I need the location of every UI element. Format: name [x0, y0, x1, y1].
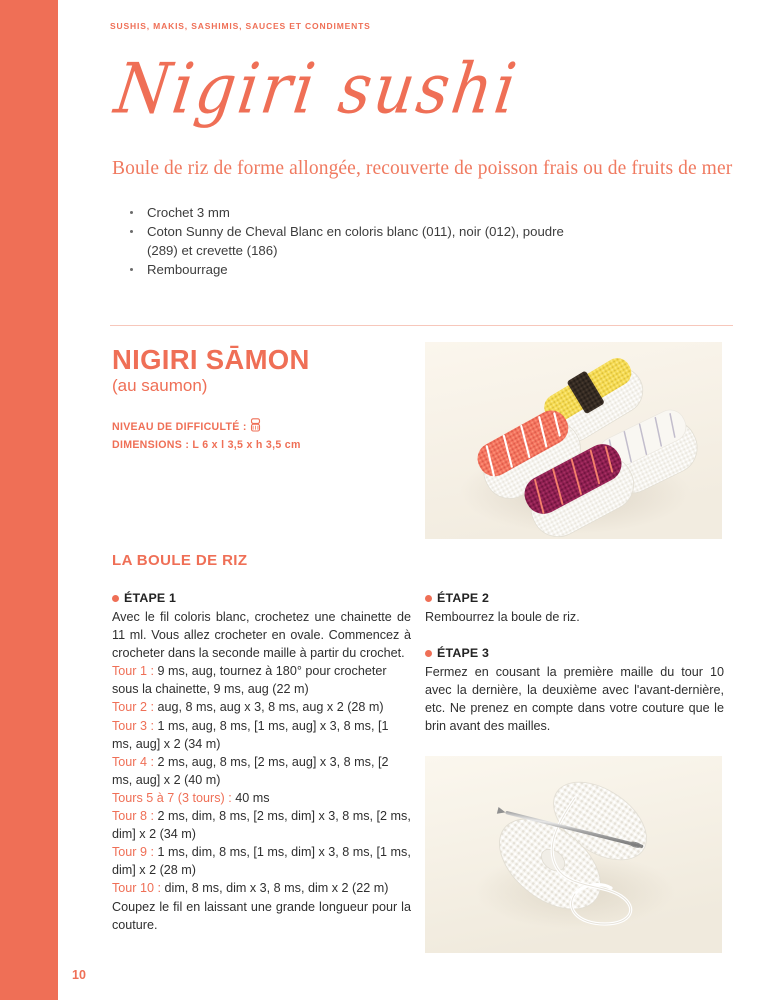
dimensions-label: DIMENSIONS :: [112, 439, 190, 451]
recipe-meta: [112, 417, 301, 454]
steps-right-column: [425, 591, 724, 735]
list-item: [124, 260, 564, 279]
tour-row: [112, 843, 411, 879]
tour-label: Tour 10 :: [112, 881, 162, 896]
recipe-title: NIGIRI SĀMON: [112, 344, 310, 375]
tour-row: [112, 789, 411, 807]
crocheted-nigiri-sushi-set-photo: [425, 342, 722, 539]
step-3-heading: [425, 646, 724, 660]
dimensions-value: L 6 x l 3,5 x h 3,5 cm: [192, 439, 301, 451]
step-2-text: Rembourrez la boule de riz.: [425, 610, 580, 624]
step-2-heading: [425, 591, 724, 605]
tour-text: 1 ms, dim, 8 ms, [1 ms, dim] x 3, 8 ms, [1 ms, dim] x 2 (28 m): [112, 845, 411, 878]
tour-text: 40 ms: [231, 790, 270, 805]
page-number: 10: [72, 968, 86, 982]
page-content: [110, 0, 735, 1000]
dimensions-row: [112, 437, 301, 454]
tour-text: dim, 8 ms, dim x 3, 8 ms, dim x 2 (22 m): [161, 881, 389, 896]
nigiri-difficulty-icon: [250, 418, 261, 438]
tour-label: Tour 2 :: [112, 700, 154, 715]
step-1-heading: [112, 591, 411, 605]
tour-row: [112, 807, 411, 843]
tour-row: [112, 698, 411, 716]
list-item: [124, 203, 564, 222]
list-item: [124, 222, 564, 260]
material-label: Crochet 3 mm: [147, 205, 230, 220]
tour-row: [112, 717, 411, 753]
bullet-dot-icon: [130, 211, 133, 214]
material-label: Rembourrage: [147, 262, 228, 277]
bullet-dot-icon: [130, 268, 133, 271]
steps-left-column: [112, 591, 411, 934]
tour-label: Tour 9 :: [112, 845, 154, 860]
tour-label: Tour 3 :: [112, 718, 154, 733]
step-bullet-icon: [425, 650, 432, 657]
step-2-label: ÉTAPE 2: [437, 591, 490, 605]
tour-label: Tour 8 :: [112, 809, 154, 824]
step-3-text: Fermez en cousant la première maille du tour 10 avec la dernière, la deuxième avec l'avant-dernière, etc. Ne prenez en compte dans votre couture que le brin avant des mailles.: [425, 665, 724, 734]
section-divider: [110, 325, 733, 326]
tour-text: 2 ms, dim, 8 ms, [2 ms, dim] x 3, 8 ms, [2 ms, dim] x 2 (34 m): [112, 809, 411, 842]
tour-text: aug, 8 ms, aug x 3, 8 ms, aug x 2 (28 m): [154, 700, 384, 715]
tour-text: 9 ms, aug, tournez à 180° pour crocheter sous la chainette, 9 ms, aug (22 m): [112, 664, 387, 697]
page-edge-accent-bar: [0, 0, 58, 1000]
step-1-label: ÉTAPE 1: [124, 591, 177, 605]
difficulty-label: NIVEAU DE DIFFICULTÉ :: [112, 420, 247, 433]
section-heading: LA BOULE DE RIZ: [112, 552, 248, 569]
tour-label: Tour 4 :: [112, 754, 154, 769]
tour-text: 2 ms, aug, 8 ms, [2 ms, aug] x 3, 8 ms, [2 ms, aug] x 2 (40 m): [112, 754, 389, 787]
page-subtitle: Boule de riz de forme allongée, recouverte de poisson frais ou de fruits de mer: [112, 158, 733, 179]
bullet-dot-icon: [130, 230, 133, 233]
white-crocheted-rice-ball-with-needle-photo: [425, 756, 722, 953]
step-1-outro: Coupez le fil en laissant une grande longueur pour la couture.: [112, 899, 411, 932]
step-3-label: ÉTAPE 3: [437, 646, 490, 661]
difficulty-row: [112, 417, 301, 437]
materials-list: [124, 203, 564, 279]
step-bullet-icon: [112, 595, 119, 602]
tour-row: [112, 879, 411, 897]
page-title: Nigiri sushi: [110, 47, 524, 130]
step-spacer: [425, 626, 724, 646]
tour-text: 1 ms, aug, 8 ms, [1 ms, aug] x 3, 8 ms, [1 ms, aug] x 2 (34 m): [112, 718, 389, 751]
step-bullet-icon: [425, 595, 432, 602]
recipe-subtitle: (au saumon): [112, 376, 208, 395]
tour-row: [112, 753, 411, 789]
step-1-intro: Avec le fil coloris blanc, crochetez une chainette de 11 ml. Vous allez crocheter en ovale. Commencez à crocheter dans la seconde maille à partir du crochet.: [112, 610, 411, 661]
tour-label: Tour 1 :: [112, 664, 154, 679]
tour-row: [112, 662, 411, 698]
tour-label: Tours 5 à 7 (3 tours) :: [112, 790, 232, 805]
material-label: Coton Sunny de Cheval Blanc en coloris blanc (011), noir (012), poudre (289) et crevette (186): [147, 224, 564, 258]
chapter-eyebrow: SUSHIS, MAKIS, SASHIMIS, SAUCES ET CONDIMENTS: [110, 21, 371, 31]
